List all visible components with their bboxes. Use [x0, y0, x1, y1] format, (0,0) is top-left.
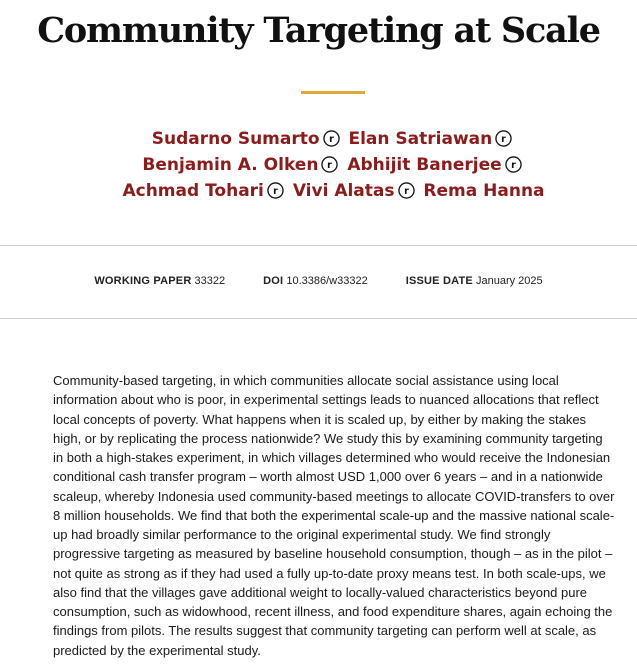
svg-text:r: r: [510, 159, 516, 171]
author-link[interactable]: Achmad Tohari: [122, 181, 264, 201]
author-link[interactable]: Sudarno Sumarto: [151, 129, 320, 149]
svg-text:r: r: [328, 133, 334, 145]
paper-metadata: [0, 275, 637, 287]
issue-date-value: January 2025: [475, 275, 543, 287]
circled-r-icon: [398, 182, 415, 199]
doi-field: [263, 275, 368, 287]
circled-r-icon: [267, 182, 284, 199]
circled-r-icon: [495, 130, 512, 147]
circled-r-icon: [323, 130, 340, 147]
author-link[interactable]: Benjamin A. Olken: [142, 155, 319, 175]
meta-divider-top: [0, 245, 637, 246]
paper-title: Community Targeting at Scale: [37, 10, 600, 51]
author-link[interactable]: Vivi Alatas: [292, 181, 395, 201]
circled-r-icon: [321, 156, 338, 173]
svg-text:r: r: [327, 159, 333, 171]
author-list: [70, 126, 597, 204]
author-link[interactable]: Rema Hanna: [423, 181, 545, 201]
working-paper-label: WORKING PAPER: [94, 275, 192, 287]
svg-text:r: r: [273, 185, 278, 197]
doi-label: DOI: [263, 275, 284, 287]
svg-text:r: r: [403, 185, 409, 197]
issue-date-field: [406, 275, 543, 287]
author-link[interactable]: Elan Satriawan: [348, 129, 493, 149]
title-accent-rule: [301, 91, 365, 94]
svg-text:r: r: [501, 133, 507, 145]
doi-value[interactable]: 10.3386/w33322: [286, 275, 368, 287]
issue-date-label: ISSUE DATE: [405, 275, 473, 287]
working-paper-field: [94, 275, 225, 287]
working-paper-number: 33322: [194, 275, 226, 287]
abstract-text: Community-based targeting, in which communities allocate social assistance using local information about who is poor, in experimental settings leads to nuanced allocations that reflect local concepts of poverty. What happens when it is scaled up, by either by making the stakes high, or by replicating the process nationwide? We study this by examining community targeting in both a high-stakes experiment, in which villages determined who would receive the Indonesian conditional cash transfer program – worth almost USD 1,000 over 6 years – and in a nationwide scaleup, whereby Indonesia used community-based meetings to allocate COVID-transfers to over 8 million households. We find that both the experimental scale-up and the massive national scale-up had broadly similar performance to the original experimental study. We find strongly progressive targeting as measured by baseline household consumption, though – as in the pilot – not quite as strong as if they had used a fully up-to-date proxy means test. In both scale-ups, we also find that the villages gave additional weight to locally-valued characteristics beyond pure consumption, such as widowhood, recent illness, and food expenditure shares, again echoing the findings from pilots. The results suggest that community targeting can perform well at scale, as predicted by the experimental study.: [53, 373, 615, 658]
author-link[interactable]: Abhijit Banerjee: [347, 155, 502, 175]
circled-r-icon: [505, 156, 522, 173]
meta-divider-bottom: [0, 318, 637, 319]
